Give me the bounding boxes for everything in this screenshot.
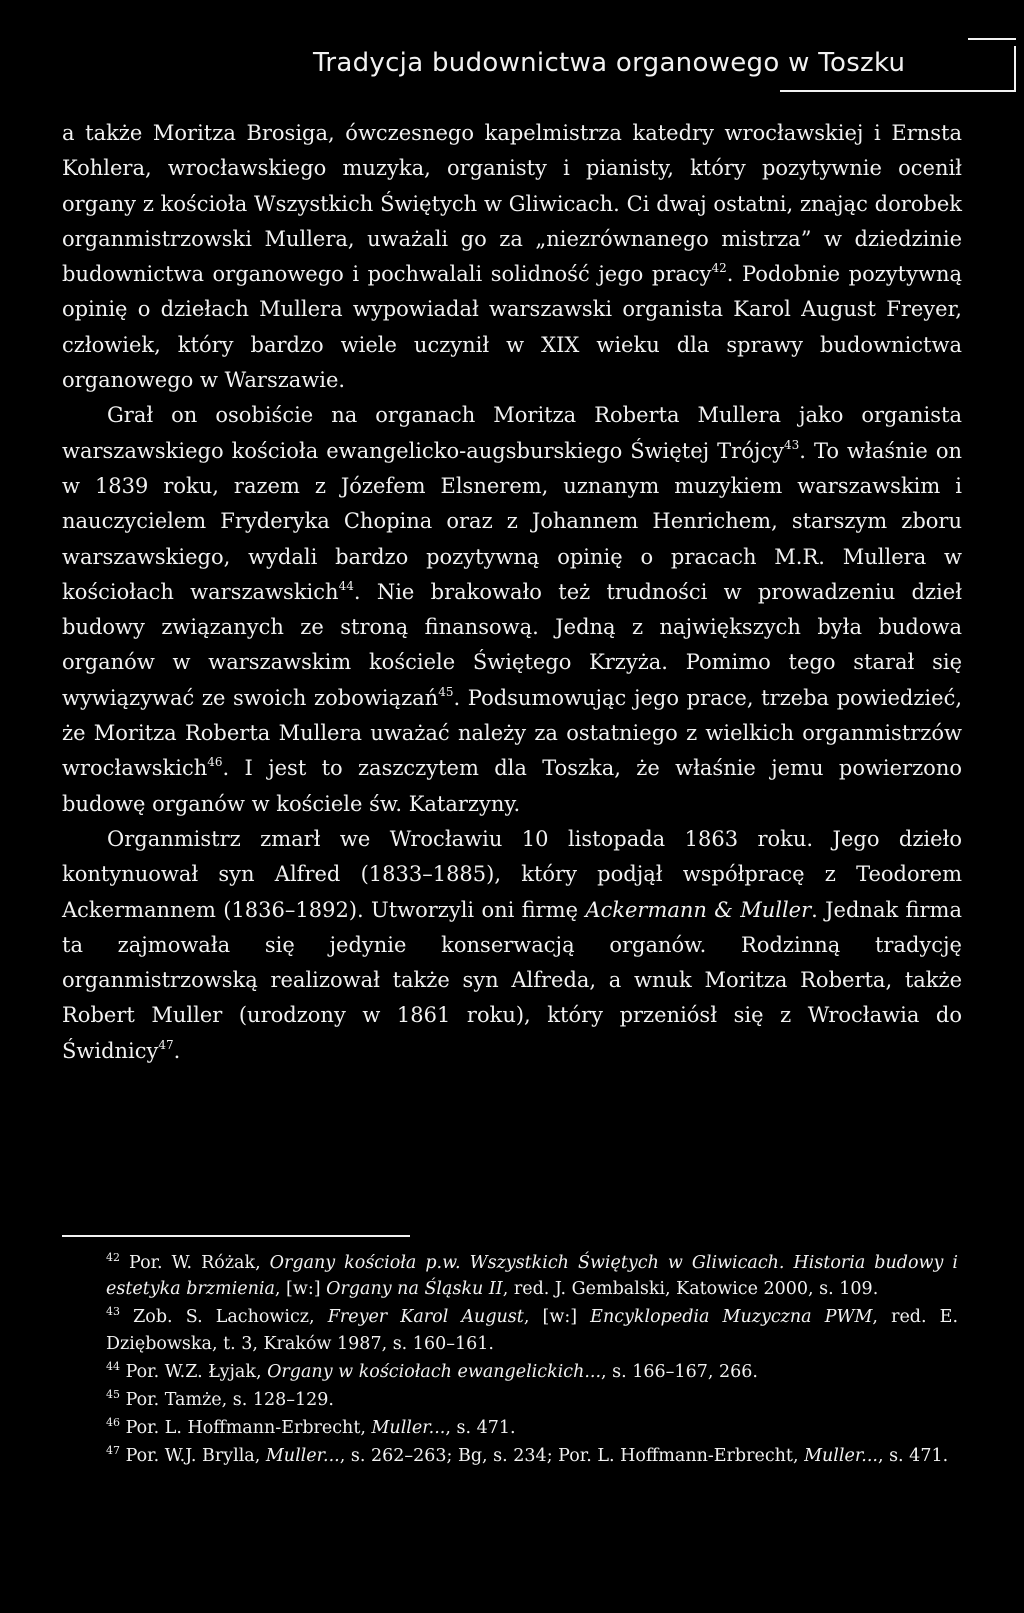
italic-title: Muller...: [265, 1446, 340, 1467]
italic-title: Organy na Śląsku II: [326, 1279, 503, 1300]
footnote-number: 46: [106, 1416, 120, 1430]
text-run: , red. J. Gembalski, Katowice 2000, s. 109.: [502, 1279, 879, 1300]
text-run: Por. W. Różak,: [120, 1253, 270, 1273]
footnote-item: [106, 1304, 958, 1356]
text-run: . Jednak firma ta zajmowała się jedynie konserwacją organów. Rodzinną tradycję organmistrzowską realizował także syn Alfreda, a wnuk Moritza Roberta, także Robert Muller (urodzony w 1861 roku), który przeniósł się z Wrocławia do Świdnicy: [62, 897, 962, 1063]
footnote-separator: [62, 1235, 410, 1237]
footnote-number: 44: [106, 1359, 120, 1373]
header-vertical-rule: [1014, 46, 1016, 92]
footnote-number: 43: [106, 1305, 120, 1319]
text-run: . I jest to zaszczytem dla Toszka, że właśnie jemu powierzono budowę organów w kościele św. Katarzyny.: [62, 756, 962, 816]
text-run: Zob. S. Lachowicz,: [120, 1307, 328, 1328]
footnote-item: [106, 1415, 958, 1441]
text-run: , s. 262–263; Bg, s. 234; Por. L. Hoffmann-Erbrecht,: [339, 1446, 805, 1467]
text-run: . To właśnie on w 1839 roku, razem z Józefem Elsnerem, uznanym muzykiem warszawskim i nauczycielem Fryderyka Chopina oraz z Johannem Henrichem, starszym zboru warszawskiego, wydali bardzo pozytywną opinię o pracach M.R. Mullera w kościołach warszawskich: [62, 438, 962, 604]
text-run: , [w:]: [523, 1307, 591, 1328]
footnotes: [106, 1250, 958, 1472]
text-run: Por. W.J. Brylla,: [120, 1446, 266, 1467]
paragraph: [62, 398, 962, 822]
footnote-reference: 42: [711, 261, 727, 276]
footnote-number: 45: [106, 1388, 120, 1402]
footnote-reference: 44: [338, 578, 354, 593]
footnote-reference: 47: [158, 1037, 174, 1052]
running-header: [0, 46, 1024, 96]
footnote-item: [106, 1443, 958, 1469]
text-run: .: [173, 1038, 181, 1063]
text-run: Grał on osobiście na organach Moritza Roberta Mullera jako organista warszawskiego kościoła ewangelicko-augsburskiego Świętej Trójcy: [62, 403, 962, 463]
italic-title: Ackermann & Muller: [585, 897, 812, 922]
footnote-item: [106, 1359, 958, 1385]
footnote-number: 47: [106, 1444, 120, 1458]
footnote-item: [106, 1387, 958, 1413]
running-header-title: Tradycja budownictwa organowego w Toszku: [313, 48, 906, 78]
text-run: , [w:]: [274, 1279, 327, 1300]
italic-title: Muller...: [371, 1418, 446, 1439]
paragraph: [62, 116, 962, 398]
text-run: Por. Tamże, s. 128–129.: [120, 1390, 334, 1411]
text-run: , s. 166–167, 266.: [601, 1361, 758, 1382]
footnote-reference: 46: [207, 755, 223, 770]
header-top-rule: [968, 38, 1016, 40]
text-run: , s. 471.: [445, 1418, 516, 1439]
header-underline-rule: [780, 90, 1016, 92]
text-run: , red. E. Dziębowska, t. 3, Kraków 1987, s. 160–161.: [106, 1307, 959, 1354]
italic-title: Encyklopedia Muzyczna PWM: [590, 1307, 873, 1328]
footnote-reference: 45: [438, 684, 454, 699]
italic-title: Freyer Karol August: [327, 1307, 524, 1328]
footnote-reference: 43: [784, 437, 800, 452]
text-run: Por. L. Hoffmann-Erbrecht,: [120, 1418, 372, 1439]
text-run: , s. 471.: [877, 1446, 949, 1467]
text-run: a także Moritza Brosiga, ówczesnego kapelmistrza katedry wrocławskiej i Ernsta Kohlera, wrocławskiego muzyka, organisty i pianisty, który pozytywnie ocenił organy z kościoła Wszystkich Świętych w Gliwicach. Ci dwaj ostatni, znając dorobek organmistrzowski Mullera, uważali go za „niezrównanego mistrza” w dziedzinie budownictwa organowego i pochwalali solidność jego pracy: [62, 121, 962, 287]
footnote-number: 42: [106, 1251, 120, 1264]
text-run: . Podsumowując jego prace, trzeba powiedzieć, że Moritza Roberta Mullera uważać należy za ostatniego z wielkich organmistrzów wrocławskich: [62, 685, 963, 781]
italic-title: Organy w kościołach ewangelickich...: [267, 1361, 602, 1382]
italic-title: Muller...: [804, 1446, 878, 1467]
text-run: . Podobnie pozytywną opinię o dziełach Mullera wypowiadał warszawski organista Karol August Freyer, człowiek, który bardzo wiele uczynił w XIX wieku dla sprawy budownictwa organowego w Warszawie.: [62, 262, 962, 393]
text-run: Por. W.Z. Łyjak,: [120, 1361, 268, 1382]
main-text: [62, 116, 962, 1069]
text-run: . Nie brakowało też trudności w prowadzeniu dzieł budowy związanych ze stroną finansową. Jedną z największych była budowa organów w warszawskim kościele Świętego Krzyża. Pomimo tego starał się wywiązywać ze swoich zobowiązań: [62, 579, 962, 710]
text-run: Organmistrz zmarł we Wrocławiu 10 listopada 1863 roku. Jego dzieło kontynuował syn Alfred (1833–1885), który podjął współpracę z Teodorem Ackermannem (1836–1892). Utworzyli oni firmę: [62, 826, 962, 922]
footnote-item: [106, 1250, 958, 1302]
italic-title: Organy kościoła p.w. Wszystkich Świętych w Gliwicach. Historia budowy i estetyka brzmienia: [106, 1253, 958, 1300]
paragraph: [62, 822, 962, 1069]
